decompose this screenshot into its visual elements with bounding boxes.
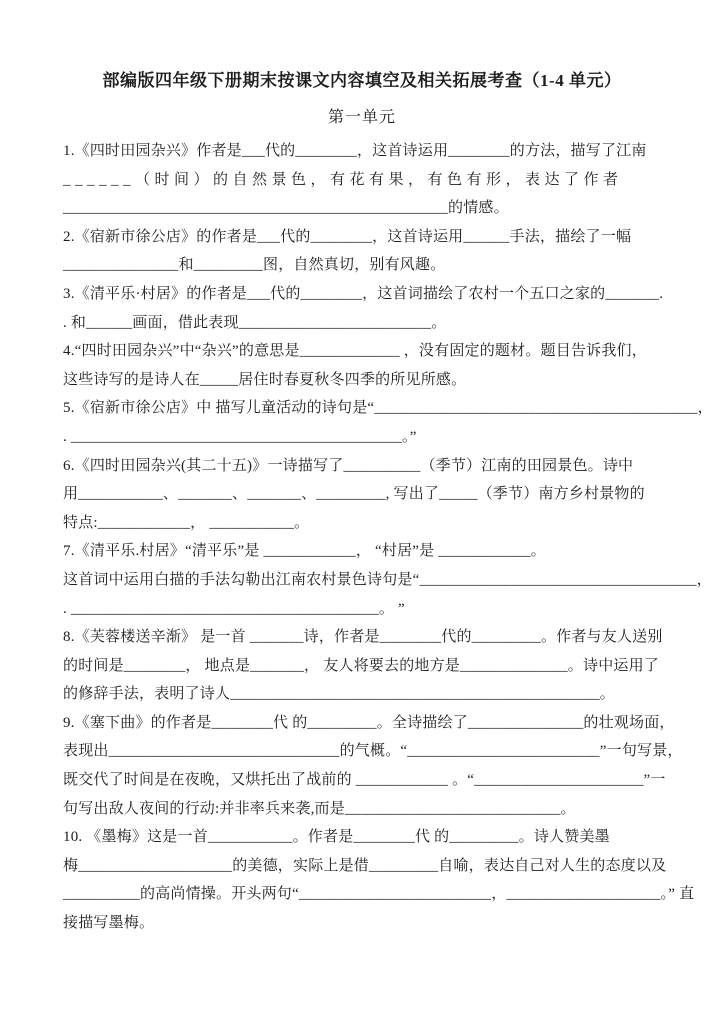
question-10-line-4: 接描写墨梅。 (63, 915, 155, 932)
question-2-line-2: _______________和_________图，自然真切，别有风趣。 (63, 257, 446, 274)
question-7-line-2: 这首词中运用白描的手法勾勒出江南农村景色诗句是“____________________________________， (63, 571, 712, 588)
question-9-line-3: 既交代了时间是在夜晚，又烘托出了战前的 ____________ 。“______________________”一 (63, 772, 666, 789)
document-title: 部编版四年级下册期末按课文内容填空及相关拓展考查（1-4 单元） (102, 71, 622, 90)
question-2-line-1: 2.《宿新市徐公店》的作者是___代的________，这首诗运用______手法，描绘了一幅 (63, 228, 632, 245)
question-6-line-3: 特点:____________， ___________。 (63, 514, 310, 531)
question-3-line-2: . 和______画面，借此表现_________________________。 (63, 314, 447, 331)
question-1-line-2: ______（时间）的自然景色，有花有果，有色有形，表达了作者 (63, 171, 623, 188)
questions-body (63, 137, 713, 938)
question-7-line-1: 7.《清平乐.村居》“清平乐”是 ____________， “村居”是 ____________。 (63, 543, 546, 560)
question-3-line-1: 3.《清平乐·村居》的作者是___代的________，这首词描绘了农村一个五口之家的_______. (63, 285, 664, 302)
question-6-line-1: 6.《四时田园杂兴(其二十五)》一诗描写了__________（季节）江南的田园景色。诗中 (63, 457, 634, 474)
question-9-line-1: 9.《塞下曲》的作者是________代 的_________。全诗描绘了_______________的壮观场面， (63, 714, 675, 731)
question-8-line-2: 的时间是________， 地点是_______， 友人将要去的地方是______________。诗中运用了 (63, 657, 660, 674)
section-heading: 第一单元 (327, 109, 396, 126)
question-4-line-1: 4.“四时田园杂兴”中“杂兴”的意思是_____________ ，没有固定的题材。题目告诉我们， (63, 343, 647, 360)
question-1-line-1: 1.《四时田园杂兴》作者是___代的________，这首诗运用________的方法，描写了江南 (63, 143, 647, 159)
question-1-line-3: __________________________________________________的情感。 (63, 200, 509, 217)
question-5-line-2: . ___________________________________________。” (63, 428, 417, 445)
question-5-line-1: 5.《宿新市徐公店》中 描写儿童活动的诗句是“__________________________________________， (63, 400, 713, 417)
question-10-line-3: __________的高尚情操。开头两句“_________________________，____________________。” 直 (63, 886, 695, 903)
question-10-line-1: 10. 《墨梅》这是一首___________。作者是________代 的_________。诗人赞美墨 (63, 829, 610, 846)
question-10-line-2: 梅____________________的美德，实际上是借_________自喻，表达自己对人生的态度以及 (63, 857, 667, 874)
question-8-line-1: 8.《芙蓉楼送辛渐》 是一首 _______诗，作者是________代的_________。作者与友人送别 (63, 629, 663, 646)
question-8-line-3: 的修辞手法，表明了诗人________________________________________________。 (63, 686, 616, 703)
question-4-line-2: 这些诗写的是诗人在_____居住时春夏秋冬四季的所见所感。 (63, 371, 467, 388)
question-7-line-3: . ________________________________________。 ” (63, 600, 405, 617)
question-9-line-4: 句写出敌人夜间的行动:并非率兵来袭,而是____________________________。 (63, 800, 576, 817)
question-9-line-2: 表现出______________________________的气概。“_________________________”一句写景， (63, 743, 683, 760)
question-6-line-2: 用___________、_______、_______、_________, 写出了_____（季节）南方乡村景物的 (63, 486, 645, 503)
